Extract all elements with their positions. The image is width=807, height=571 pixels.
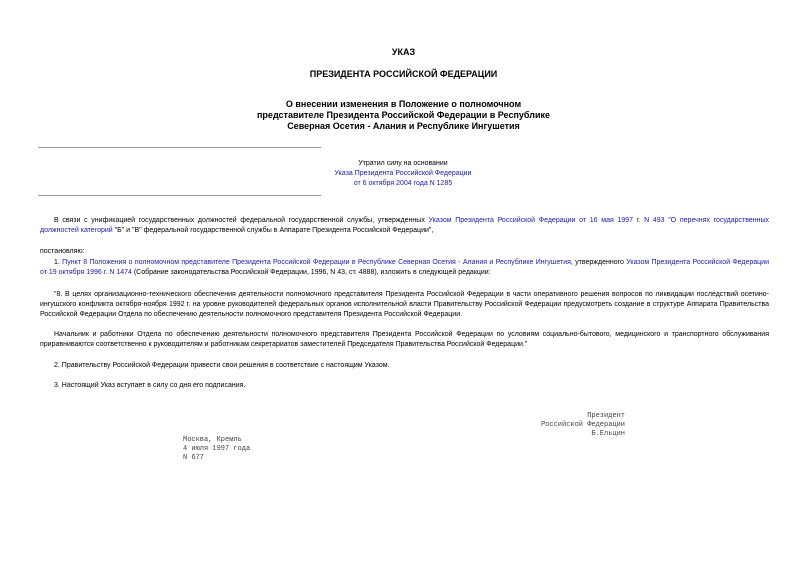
item-1-middle: , утвержденного (570, 259, 627, 266)
quote-paragraph-2: Начальник и работники Отдела по обеспечению деятельности полномочного представителя Президента Российской Федерации по условиям социально-бытового, медицинского и транспортного обслуживания приравниваются соответственно к руководителям и работникам секретариатов заместителей Председателя Правительства Российской Федерации." (40, 331, 769, 348)
preamble-text: В связи с унификацией государственных должностей федеральной государственной службы, утвержденных (54, 217, 429, 224)
preamble-text-end: "Б" и "В" федеральной государственной службы в Аппарате Президента Российской Федерации", (112, 227, 434, 234)
place-date-block (183, 436, 250, 463)
validity-note-text: Утратил силу на основании (358, 160, 448, 167)
repeal-decree-date-link[interactable]: от 6 октября 2004 года N 1285 (353, 180, 453, 187)
signature-title: Президент (587, 412, 625, 420)
decree-title: УКАЗ (391, 47, 416, 57)
repeal-decree-link[interactable]: Указа Президента Российской Федерации (334, 170, 472, 177)
quote-paragraph-1: "8. В целях организационно-технического обеспечения деятельности полномочного представителя Президента Российской Федерации в части оперативного решения вопросов по ликвидации последствий осетино-ингушского конфликта октября-ноября 1992 г. на уровне руководителей федеральных органов исполнительной власти Правительству Российской Федерации предусмотреть создание в структуре Аппарата Правительства Российской Федерации Отдела по обеспечению деятельности полномочного представителя Президента Российской Федерации. (40, 291, 769, 318)
divider-top (38, 147, 321, 148)
item-1-number: 1. (54, 259, 63, 266)
regulation-point-8-link[interactable]: Пункт 8 Положения о полномочном представителе Президента Российской Федерации в Республике Северная Осетия - Алания и Республике Ингушетия (62, 259, 571, 266)
decree-issuer: ПРЕЗИДЕНТА РОССИЙСКОЙ ФЕДЕРАЦИИ (309, 69, 498, 79)
decree-493-link[interactable]: Указом Президента Российской Федерации от 16 мая 1997 г. N 493 "О перечнях государственных должностей категорий (40, 217, 769, 234)
subject-line: О внесении изменения в Положение о полномочном (285, 99, 522, 109)
decree-number: N 677 (183, 454, 205, 462)
divider-bottom (38, 195, 321, 196)
signing-place: Москва, Кремль (183, 436, 242, 444)
signature-name: Б.Ельцин (591, 430, 625, 438)
item-1-suffix: (Собрание законодательства Российской Федерации, 1996, N 43, ст. 4888), изложить в следующей редакции: (131, 269, 491, 276)
validity-note (330, 159, 476, 189)
item-3-paragraph: 3. Настоящий Указ вступает в силу со дня его подписания. (54, 382, 246, 389)
decree-subject (200, 99, 607, 132)
item-2-paragraph: 2. Правительству Российской Федерации привести свои решения в соответствие с настоящим Указом. (54, 362, 390, 369)
preamble-paragraph (40, 216, 769, 236)
signing-date: 4 июля 1997 года (183, 445, 251, 453)
signature-country: Российской Федерации (540, 421, 625, 429)
subject-line: Северная Осетия - Алания и Республике Ингушетия (287, 121, 520, 131)
decree-word: постановляю: (40, 248, 85, 255)
decree-1474-link[interactable]: Указом Президента Российской Федерации от 19 октября 1996 г. N 1474 (40, 259, 770, 276)
subject-line: представителе Президента Российской Федерации в Республике (257, 110, 550, 120)
signature-block (520, 412, 625, 439)
item-1-paragraph (40, 258, 769, 278)
